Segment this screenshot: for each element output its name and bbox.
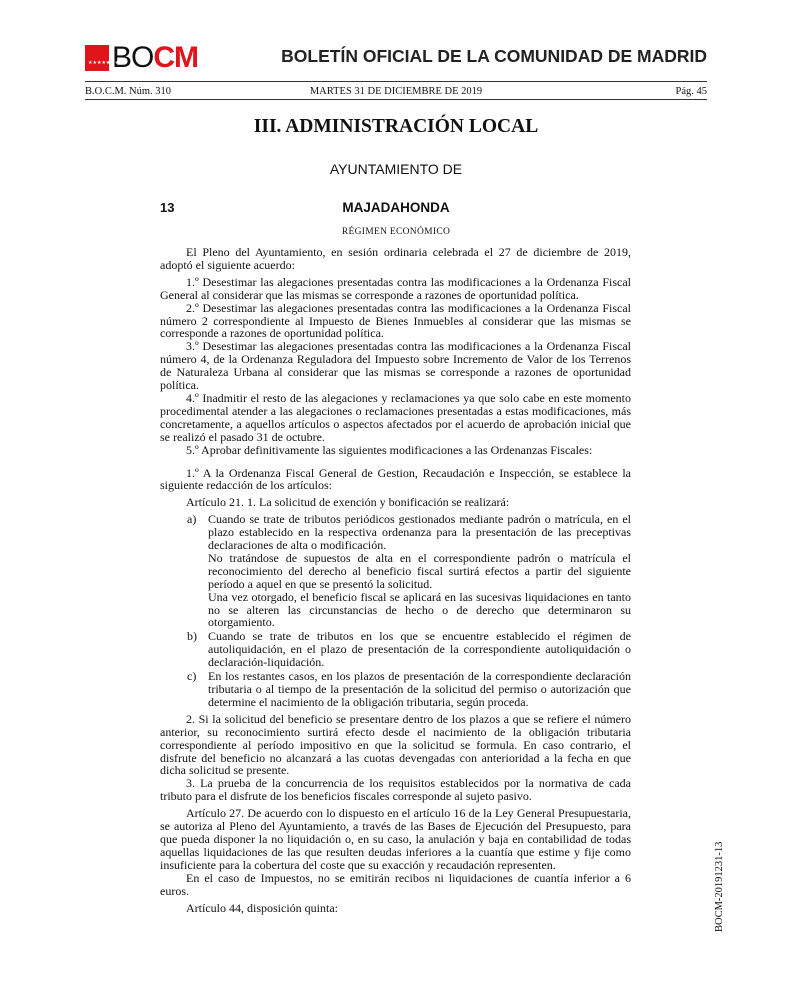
logo-text-bo: BO — [112, 41, 154, 74]
list-item-label: b) — [187, 629, 197, 644]
list-item-b-text: Cuando se trate de tributos en los que se encuentre establecido el régimen de autoliquidación, en el plazo de presentación de la correspondiente autoliquidación o declaración-liquidación. — [208, 629, 631, 670]
issue-date: MARTES 31 DE DICIEMBRE DE 2019 — [309, 86, 483, 97]
list-item-b — [160, 630, 631, 669]
section-title: III. ADMINISTRACIÓN LOCAL — [253, 116, 539, 137]
city-heading: MAJADAHONDA — [342, 200, 450, 215]
side-document-code: BOCM-20191231-13 — [714, 841, 725, 932]
masthead-title: BOLETÍN OFICIAL DE LA COMUNIDAD DE MADRID — [281, 46, 707, 66]
logo-text-cm: CM — [153, 41, 199, 74]
list-item-a-text-3: Una vez otorgado, el beneficio fiscal se aplicará en las sucesivas liquidaciones en tanto no se alteren las circunstancias de hecho o de derecho que determinaron su otorgamiento. — [208, 589, 631, 630]
paragraph-5: 5.º Aprobar definitivamente las siguientes modificaciones a las Ordenanzas Fiscales: — [186, 442, 593, 457]
list-item-label: c) — [187, 669, 197, 684]
paragraph-4: 4.º Inadmitir el resto de las alegaciones y reclamaciones ya que solo cabe en este momento procedimental atender a las alegaciones o reclamaciones presentadas a estas modificaciones, más concretamente, a aquellos artículos o aspectos afectados por el acuerdo de aprobación inicial que se realizó el pasado 31 de octubre. — [160, 390, 631, 444]
issue-number: B.O.C.M. Núm. 310 — [85, 86, 172, 97]
paragraph-3: 3.º Desestimar las alegaciones presentadas contra las modificaciones a la Ordenanza Fiscal número 4, de la Ordenanza Reguladora del Impuesto sobre Incremento de Valor de los Terrenos de Naturaleza Urbana al considerar que las mismas se corresponde a razones de oportunidad política. — [160, 339, 631, 393]
list-item-a-text-1: Cuando se trate de tributos periódicos gestionados mediante padrón o matrícula, en el plazo establecido en la respectiva ordenanza para la presentación de las preceptivas declaraciones de alta o modificación. — [208, 512, 631, 553]
article-44: Artículo 44, disposición quinta: — [186, 900, 338, 915]
list-item-c-text: En los restantes casos, en los plazos de presentación de la correspondiente declaración tributaria o al tiempo de la presentación de la solicitud del permiso o autorización que determine el nacimiento de la obligación tributaria, según proceda. — [208, 669, 631, 709]
page-number: Pág. 45 — [675, 86, 707, 97]
paragraph-2: 2.º Desestimar las alegaciones presentadas contra las modificaciones a la Ordenanza Fiscal número 2 correspondiente al Impuesto de Bienes Inmuebles al considerar que las mismas se corresponde a razones de oportunidad política. — [160, 300, 631, 341]
intro-paragraph: El Pleno del Ayuntamiento, en sesión ordinaria celebrada el 27 de diciembre de 2019, adoptó el siguiente acuerdo: — [160, 245, 631, 272]
article-27: Artículo 27. De acuerdo con lo dispuesto en el artículo 16 de la Ley General Presupuestaria, se autoriza al Pleno del Ayuntamiento, a través de las Bases de Ejecución del Presupuesto, para que pueda disponer la no liquidación o, en su caso, la anulación y baja en contabilidad de todas aquellas liquidaciones de las que resulten deudas inferiores a la cuantía que estime y fije como insuficiente para la cobertura del coste que su exacción y recaudación representen. — [160, 806, 631, 872]
logo-stars: ★★★★★★★ — [88, 60, 120, 66]
paragraph-7: 2. Si la solicitud del beneficio se presentare dentro de los plazos a que se refiere el número anterior, su reconocimiento surtirá efecto desde el nacimiento de la obligación tributaria correspondiente al período impositivo en que la solicitud se formula. En caso contrario, el disfrute del beneficio no alcanzará a las cuotas devengadas con anterioridad a la fecha en que dicha solicitud se presente. — [160, 711, 631, 778]
header-rule — [85, 81, 707, 82]
paragraph-6: 1.º A la Ordenanza Fiscal General de Gestion, Recaudación e Inspección, se establece la siguiente redacción de los artículos: — [160, 465, 631, 493]
announcement-number: 13 — [160, 200, 175, 215]
subject-heading: RÉGIMEN ECONÓMICO — [341, 227, 451, 237]
list-item-label: a) — [187, 512, 197, 527]
list-item-a-text-2: No tratándose de supuestos de alta en el correspondiente padrón o matrícula el reconocimiento del derecho al beneficio fiscal surtirá efectos a partir del siguiente período a aquel en que se presentó la solicitud. — [208, 550, 631, 591]
paragraph-8: 3. La prueba de la concurrencia de los requisitos establecidos por la normativa de cada tributo para el disfrute de los beneficios fiscales corresponde al sujeto pasivo. — [160, 776, 631, 804]
list-item-a — [160, 513, 631, 629]
article-21: Artículo 21. 1. La solicitud de exención y bonificación se realizará: — [186, 495, 510, 510]
paragraph-9: En el caso de Impuestos, no se emitirán recibos ni liquidaciones de cuantía inferior a 6 euros. — [160, 870, 631, 898]
document-body — [160, 246, 631, 914]
bocm-logo — [85, 41, 199, 74]
logo-text — [112, 41, 199, 74]
paragraph-1: 1.º Desestimar las alegaciones presentadas contra las modificaciones a la Ordenanza Fiscal General al considerar que las mismas se corresponde a razones de oportunidad política. — [160, 274, 631, 302]
article-21-list — [160, 513, 631, 709]
ayuntamiento-heading: AYUNTAMIENTO DE — [329, 161, 463, 177]
header-rule-bottom — [85, 99, 707, 100]
madrid-flag-icon — [85, 45, 120, 71]
list-item-c — [160, 670, 631, 709]
